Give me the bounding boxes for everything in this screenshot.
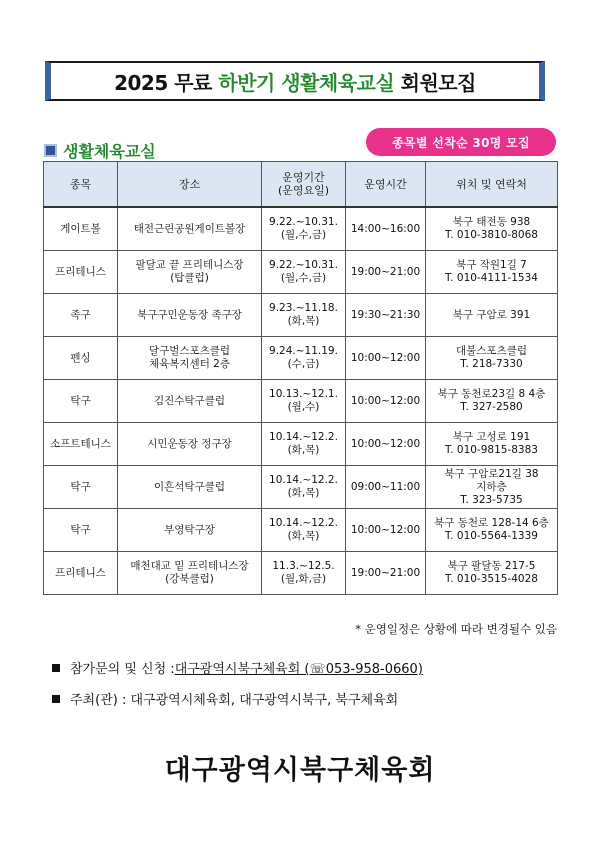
table-cell: 9.22.~10.31. (월,수,금) [262, 207, 346, 251]
table-cell: 김진수탁구클럽 [118, 380, 262, 423]
table-cell: 10:00~12:00 [346, 423, 426, 466]
table-cell: 10.13.~12.1. (월,수) [262, 380, 346, 423]
table-cell: 9.22.~10.31. (월,수,금) [262, 251, 346, 294]
square-bullet-icon [44, 144, 57, 157]
table-cell: 북구 고성로 191 T. 010-9815-8383 [426, 423, 558, 466]
table-row [44, 466, 558, 509]
table-cell: 19:00~21:00 [346, 251, 426, 294]
table-cell: 탁구 [44, 466, 118, 509]
table-row [44, 207, 558, 251]
inquiry-contact: 대구광역시북구체육회 (☏053-958-0660) [174, 662, 423, 677]
table-cell: 10.14.~12.2. (화,목) [262, 423, 346, 466]
table-body [44, 207, 558, 595]
schedule-note: * 운영일정은 상황에 따라 변경될수 있음 [355, 622, 557, 636]
square-bullet-icon [52, 695, 60, 703]
section-label: 생활체육교실 [63, 142, 156, 161]
table-cell: 11.3.~12.5. (월,화,금) [262, 552, 346, 595]
table-cell: 북구 구암로 391 [426, 294, 558, 337]
table-row [44, 552, 558, 595]
table-cell: 9.23.~11.18. (화,목) [262, 294, 346, 337]
inquiry-label: 참가문의 및 신청 : [70, 662, 175, 677]
table-cell: 시민운동장 정구장 [118, 423, 262, 466]
table-header [44, 162, 558, 208]
title-part2: 회원모집 [394, 70, 476, 95]
table-cell: 소프트테니스 [44, 423, 118, 466]
column-header: 운영시간 [346, 162, 426, 208]
table-cell: 북구 동천로 128-14 6층 T. 010-5564-1339 [426, 509, 558, 552]
square-bullet-icon [52, 664, 60, 672]
column-header: 종목 [44, 162, 118, 208]
table-cell: 매천대교 밑 프리테니스장 (강북클럽) [118, 552, 262, 595]
table-cell: 10:00~12:00 [346, 380, 426, 423]
table-cell: 10:00~12:00 [346, 337, 426, 380]
table-cell: 탁구 [44, 380, 118, 423]
table-cell: 프리테니스 [44, 552, 118, 595]
table-cell: 북구구민운동장 족구장 [118, 294, 262, 337]
schedule-table [43, 161, 558, 595]
table-cell: 북구 팔달동 217-5 T. 010-3515-4028 [426, 552, 558, 595]
table-cell: 북구 동천로23길 8 4층 T. 327-2580 [426, 380, 558, 423]
table-cell: 부영탁구장 [118, 509, 262, 552]
table-row [44, 423, 558, 466]
table-cell: 북구 태전동 938 T. 010-3810-8068 [426, 207, 558, 251]
table-row [44, 337, 558, 380]
table-cell: 게이트볼 [44, 207, 118, 251]
table-cell: 14:00~16:00 [346, 207, 426, 251]
title-highlight: 하반기 생활체육교실 [218, 70, 395, 95]
table-cell: 북구 작원1길 7 T. 010-4111-1534 [426, 251, 558, 294]
table-cell: 펜싱 [44, 337, 118, 380]
table-cell: 족구 [44, 294, 118, 337]
header-row [44, 162, 558, 208]
section-heading [44, 139, 156, 162]
table-cell: 19:30~21:30 [346, 294, 426, 337]
table-cell: 이흔석탁구클럽 [118, 466, 262, 509]
table-cell: 북구 구암로21길 38 지하층 T. 323-5735 [426, 466, 558, 509]
inquiry-line [52, 658, 423, 677]
table-cell: 달구벌스포츠클럽 체육복지센터 2층 [118, 337, 262, 380]
table-cell: 태전근린공원게이트볼장 [118, 207, 262, 251]
column-header: 위치 및 연락처 [426, 162, 558, 208]
table-row [44, 509, 558, 552]
table-cell: 09:00~11:00 [346, 466, 426, 509]
table-cell: 탁구 [44, 509, 118, 552]
table-row [44, 251, 558, 294]
organization-footer: 대구광역시북구체육회 [164, 755, 436, 786]
table-cell: 10:00~12:00 [346, 509, 426, 552]
table-cell: 팔달교 끝 프리테니스장 (탑클럽) [118, 251, 262, 294]
table-cell: 프리테니스 [44, 251, 118, 294]
table-cell: 19:00~21:00 [346, 552, 426, 595]
column-header: 장소 [118, 162, 262, 208]
table-cell: 10.14.~12.2. (화,목) [262, 466, 346, 509]
host-line [52, 689, 398, 708]
column-header: 운영기간 (운영요일) [262, 162, 346, 208]
title-part1: 2025 무료 [114, 70, 219, 95]
host-text: 주최(관) : 대구광역시체육회, 대구광역시북구, 북구체육회 [70, 693, 399, 708]
table-cell: 대불스포츠클럽 T. 218-7330 [426, 337, 558, 380]
table-cell: 10.14.~12.2. (화,목) [262, 509, 346, 552]
recruit-badge: 종목별 선착순 30명 모집 [366, 128, 556, 156]
table-cell: 9.24.~11.19. (수,금) [262, 337, 346, 380]
page-title [45, 61, 545, 101]
table-row [44, 294, 558, 337]
table-row [44, 380, 558, 423]
